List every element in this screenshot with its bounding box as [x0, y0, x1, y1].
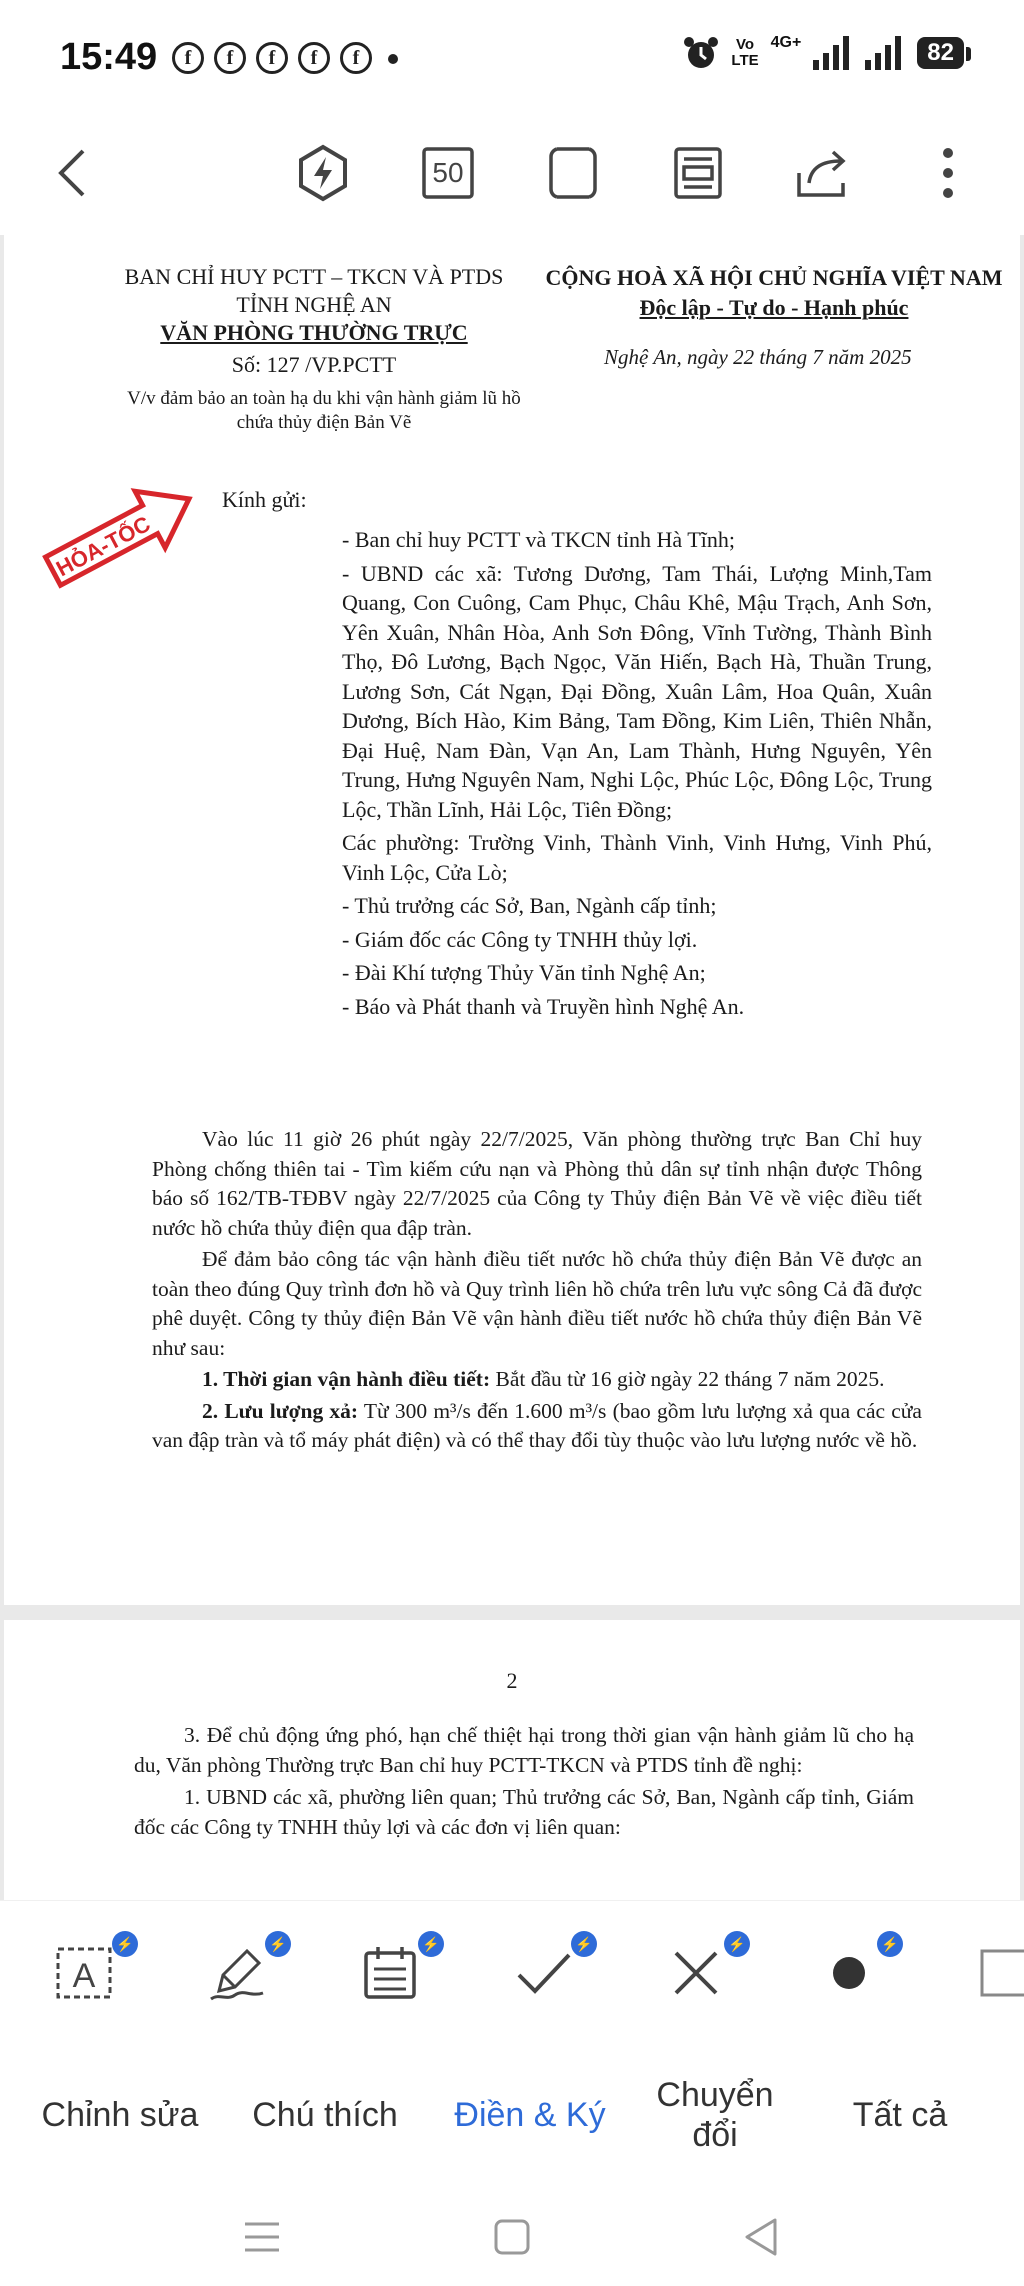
network-type: 4G+	[770, 34, 802, 51]
box-icon	[978, 1941, 1024, 2005]
back-nav-button[interactable]	[737, 2212, 787, 2262]
recipient-item: Các phường: Trường Vinh, Thành Vinh, Vinh Hưng, Vinh Phú, Vinh Lộc, Cửa Lò;	[342, 830, 932, 885]
premium-badge: ⚡	[265, 1931, 291, 1957]
body-paragraph: 1. UBND các xã, phường liên quan; Thủ trưởng các Sở, Ban, Ngành cấp tỉnh, Giám đốc các Công ty TNHH thủy lợi và các đơn vị liên quan:	[134, 1785, 914, 1839]
date-tool[interactable]	[358, 1935, 440, 2011]
recipient-item: - Ban chỉ huy PCTT và TKCN tỉnh Hà Tĩnh;	[342, 527, 735, 552]
page-number: 2	[506, 1668, 518, 1693]
premium-badge: ⚡	[112, 1931, 138, 1957]
facebook-icon: f	[256, 42, 288, 74]
premium-badge: ⚡	[877, 1931, 903, 1957]
bottom-tab-bar	[0, 2040, 1024, 2190]
body-item-2: 2. Lưu lượng xả: Từ 300 m³/s đến 1.600 m³/s (bao gồm lưu lượng xả qua các cửa van đập tràn và tổ máy phát điện) và có thể thay đổi tùy thuộc vào lưu lượng nước về hồ.	[152, 1398, 922, 1452]
alarm-icon	[683, 35, 719, 71]
more-tools-partial[interactable]	[978, 1941, 1024, 2011]
recipient-list	[342, 525, 932, 1025]
status-bar	[0, 0, 1024, 110]
document-page-2	[4, 1620, 1020, 1900]
addressee-label: Kính gửi:	[222, 487, 307, 512]
tab-all[interactable]: Tất cả	[852, 2096, 948, 2134]
back-arrow-icon	[45, 143, 105, 203]
reading-mode-button[interactable]	[663, 138, 733, 208]
fullscreen-icon	[543, 143, 603, 203]
share-icon	[793, 143, 853, 203]
ai-tools-button[interactable]	[288, 138, 358, 208]
more-options-button[interactable]	[913, 138, 983, 208]
tab-fill-sign[interactable]: Điền & Ký	[454, 2096, 606, 2134]
document-viewer[interactable]	[0, 235, 1024, 1900]
cross-tool[interactable]	[664, 1935, 746, 2011]
document-body	[152, 1125, 922, 1458]
text-box-icon	[52, 1941, 116, 2005]
tab-convert[interactable]: Chuyển đổi	[656, 2076, 774, 2154]
document-date: Nghệ An, ngày 22 tháng 7 năm 2025	[604, 345, 912, 369]
facebook-icon: f	[340, 42, 372, 74]
facebook-icon: f	[298, 42, 330, 74]
cross-icon	[664, 1941, 728, 2005]
recipient-item: - Đài Khí tượng Thủy Văn tỉnh Nghệ An;	[342, 960, 706, 985]
issuer-header: BAN CHỈ HUY PCTT – TKCN VÀ PTDS TỈNH NGHỆ AN VĂN PHÒNG THƯỜNG TRỰC Số: 127 /VP.PCTT	[104, 263, 524, 379]
home-button[interactable]	[487, 2212, 537, 2262]
lightning-icon	[293, 143, 353, 203]
top-toolbar	[0, 110, 1024, 235]
dot-icon	[817, 1941, 881, 2005]
battery-indicator: 82	[917, 37, 964, 69]
page-2-body	[134, 1720, 914, 1844]
checkmark-tool[interactable]	[511, 1935, 593, 2011]
tab-annotate[interactable]: Chú thích	[252, 2096, 398, 2134]
back-button[interactable]	[40, 138, 110, 208]
more-notifications-dot	[388, 54, 398, 64]
status-time: 15:49	[60, 36, 158, 78]
body-item-1: 1. Thời gian vận hành điều tiết: Bắt đầu từ 16 giờ ngày 22 tháng 7 năm 2025.	[202, 1367, 885, 1391]
recipient-item: - Giám đốc các Công ty TNHH thủy lợi.	[342, 926, 698, 952]
recipient-item: - Thủ trưởng các Sở, Ban, Ngành cấp tỉnh;	[342, 893, 717, 918]
premium-badge: ⚡	[724, 1931, 750, 1957]
document-number: Số: 127 /VP.PCTT	[231, 352, 397, 377]
status-right	[683, 34, 964, 72]
premium-badge: ⚡	[418, 1931, 444, 1957]
page-count-button[interactable]	[413, 138, 483, 208]
page-count-label: 50	[432, 157, 464, 188]
fill-sign-toolbar	[0, 1900, 1024, 2040]
recipient-item: - UBND các xã: Tương Dương, Tam Thái, Lượng Minh,Tam Quang, Con Cuông, Cam Phục, Châu Khê, Mậu Trạch, Anh Sơn, Yên Xuân, Nhân Hòa, Anh Sơn Đông, Vĩnh Tường, Thành Bình Thọ, Đô Lương, Bạch Ngọc, Văn Hiến, Bạch Hà, Thuần Trung, Lương Sơn, Cát Ngạn, Đại Đồng, Xuân Lâm, Hoa Quân, Xuân Dương, Bích Hào, Kim Bảng, Tam Đồng, Kim Liên, Thiên Nhẫn, Đại Huệ, Nam Đàn, Vạn An, Lam Thành, Hưng Nguyên, Yên Trung, Hưng Nguyên Nam, Nghi Lộc, Phúc Lộc, Đông Lộc, Trung Lộc, Thần Lĩnh, Hải Lộc, Tiên Đồng;	[342, 560, 932, 822]
recipient-item: - Báo và Phát thanh và Truyền hình Nghệ An.	[342, 993, 745, 1019]
body-paragraph: Vào lúc 11 giờ 26 phút ngày 22/7/2025, Văn phòng thường trực Ban Chỉ huy Phòng chống thiên tai - Tìm kiếm cứu nạn và Phòng thủ dân sự tỉnh nhận được Thông báo số 162/TB-TĐBV ngày 22/7/2025 của Công ty Thủy điện Bản Vẽ về việc điều tiết nước hồ chứa thủy điện qua đập tràn.	[152, 1127, 922, 1240]
facebook-icon: f	[214, 42, 246, 74]
fullscreen-button[interactable]	[538, 138, 608, 208]
signal-icon	[865, 36, 905, 70]
dot-tool[interactable]	[817, 1935, 899, 2011]
calendar-icon	[358, 1941, 422, 2005]
more-vertical-icon	[918, 143, 978, 203]
recent-apps-button[interactable]	[237, 2212, 287, 2262]
text-field-tool[interactable]	[52, 1935, 134, 2011]
facebook-icon: f	[172, 42, 204, 74]
body-paragraph: 3. Để chủ động ứng phó, hạn chế thiệt hại trong thời gian vận hành giảm lũ cho hạ du, Văn phòng Thường trực Ban chỉ huy PCTT-TKCN và PTDS tỉnh đề nghị:	[134, 1723, 914, 1777]
document-view-icon	[668, 143, 728, 203]
document-subject: V/v đảm bảo an toàn hạ du khi vận hành giảm lũ hồ chứa thủy điện Bản Vẽ	[127, 388, 521, 433]
tab-edit[interactable]: Chỉnh sửa	[41, 2096, 199, 2134]
document-page-1	[4, 235, 1020, 1605]
urgent-stamp	[36, 475, 206, 595]
svg-text:A: A	[72, 1957, 96, 1995]
signature-pen-icon	[205, 1941, 269, 2005]
body-paragraph: Để đảm bảo công tác vận hành điều tiết nước hồ chứa thủy điện Bản Vẽ được an toàn theo đúng Quy trình đơn hồ và Quy trình liên hồ chứa trên lưu vực sông Cả đã được phê duyệt. Công ty thủy điện Bản Vẽ vận hành điều tiết nước hồ chứa thủy điện Bản Vẽ như sau:	[152, 1247, 922, 1360]
signature-tool[interactable]	[205, 1935, 287, 2011]
urgent-stamp-text: HỎA-TỐC	[51, 511, 155, 582]
checkmark-icon	[511, 1941, 575, 2005]
share-button[interactable]	[788, 138, 858, 208]
signal-icon	[813, 36, 853, 70]
notification-icons	[172, 42, 398, 74]
system-nav-bar	[0, 2190, 1024, 2286]
volte-indicator: Vo LTE	[731, 36, 759, 69]
national-header: CỘNG HOÀ XÃ HỘI CHỦ NGHĨA VIỆT NAM Độc lập - Tự do - Hạnh phúc	[545, 265, 1003, 320]
premium-badge: ⚡	[571, 1931, 597, 1957]
